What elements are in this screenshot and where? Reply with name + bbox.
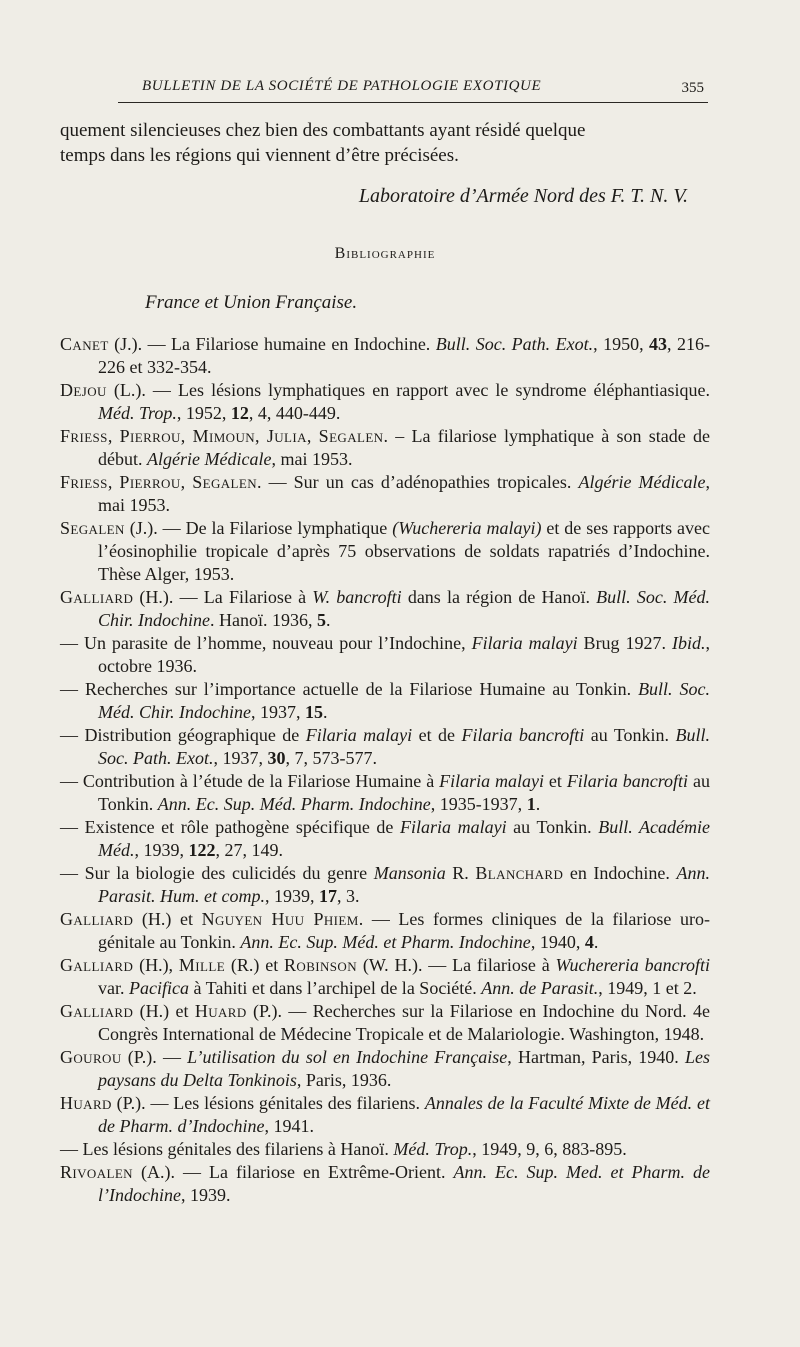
entry-text: — Distribution géographique de <box>60 725 306 745</box>
bibliography-heading: Bibliographie <box>334 245 436 262</box>
bibliography-entry <box>60 862 710 908</box>
species-name: Filaria malayi <box>400 817 507 837</box>
journal-title: Bull. Soc. Méd. Chir. Indochine <box>98 587 711 630</box>
journal-title: Bull. Soc. Path. Exot. <box>98 725 710 768</box>
entry-text: — Les lésions génitales des filariens à Hanoï. <box>60 1139 394 1159</box>
journal-title: Bull. Soc. Path. Exot. <box>435 334 594 354</box>
entry-text: — Sur la biologie des culicidés du genre <box>60 863 374 883</box>
volume-number: 43 <box>649 334 668 354</box>
entry-text: , mai 1953. <box>271 449 353 469</box>
bibliography-entry <box>60 724 710 770</box>
bibliography-entry <box>60 1046 710 1092</box>
bibliography-list <box>60 333 710 1207</box>
entry-text: et de <box>412 725 462 745</box>
entry-text: , 1939, <box>264 886 319 906</box>
entry-text: — Recherches sur l’importance actuelle de la Filariose Humaine au Tonkin. <box>60 679 639 699</box>
journal-title: Ann. de Parasit. <box>481 978 599 998</box>
entry-text: , 1939, <box>134 840 189 860</box>
journal-title: Ann. Ec. Sup. Méd. et Pharm. Indochine <box>240 932 531 952</box>
entry-text: , 4, 440-449. <box>248 403 341 423</box>
entry-text: . – La filariose lymphatique à son stade de début. <box>98 426 711 469</box>
entry-text: , <box>306 426 319 446</box>
entry-text: (A.). — La filariose en Extrême-Orient. <box>132 1162 454 1182</box>
author-name: Pierrou <box>119 426 181 446</box>
entry-text: , <box>107 426 120 446</box>
running-title: BULLETIN DE LA SOCIÉTÉ DE PATHOLOGIE EXOTIQUE <box>142 78 542 94</box>
entry-text: , <box>180 426 193 446</box>
entry-text: . <box>326 610 331 630</box>
author-name: Galliard <box>60 1001 134 1021</box>
entry-text: (P.). — Les lésions génitales des filariens. <box>111 1093 425 1113</box>
entry-text: — Existence et rôle pathogène spécifique de <box>60 817 400 837</box>
entry-text: dans la région de Hanoï. <box>401 587 597 607</box>
species-name: W. bancrofti <box>312 587 402 607</box>
entry-text: , Hartman, Paris, 1940. <box>507 1047 685 1067</box>
bibliography-entry <box>60 770 710 816</box>
entry-text: , 7, 573-577. <box>285 748 377 768</box>
entry-text: au Tonkin. <box>98 771 710 814</box>
bibliography-entry <box>60 816 710 862</box>
entry-text: (H.). — La Filariose à <box>133 587 313 607</box>
entry-text: au Tonkin. <box>584 725 676 745</box>
bibliography-entry <box>60 379 710 425</box>
author-name: Julia <box>266 426 307 446</box>
entry-text: , 1935-1937, <box>430 794 527 814</box>
bibliography-entry <box>60 954 710 1000</box>
author-name: Friess <box>60 426 108 446</box>
volume-number: 12 <box>230 403 249 423</box>
author-name: Galliard <box>60 909 134 929</box>
bibliography-entry <box>60 908 710 954</box>
bibliography-entry <box>60 586 710 632</box>
entry-text: , octobre 1936. <box>98 633 710 676</box>
species-name: Filaria bancrofti <box>461 725 585 745</box>
species-name: Filaria bancrofti <box>566 771 689 791</box>
volume-number: 30 <box>267 748 286 768</box>
laboratory-signature: Laboratoire d’Armée Nord des F. T. N. V. <box>358 185 688 207</box>
journal-title: Algérie Médicale <box>147 449 272 469</box>
author-name: Robinson <box>284 955 358 975</box>
entry-text: , 1949, 9, 6, 883-895. <box>472 1139 627 1159</box>
author-name: Dejou <box>60 380 107 400</box>
entry-text: Brug 1927. <box>577 633 672 653</box>
bibliography-entry <box>60 517 710 586</box>
entry-text: en Indochine. <box>563 863 677 883</box>
journal-title: Annales de la Faculté Mixte de Méd. et de Pharm. d’Indochine <box>98 1093 710 1136</box>
author-name: Mimoun <box>192 426 256 446</box>
author-name: Segalen <box>318 426 384 446</box>
journal-title: Méd. Trop. <box>98 403 177 423</box>
entry-text: . <box>593 932 599 952</box>
journal-title: Bull. Soc. Méd. Chir. Indochine <box>98 679 710 722</box>
entry-text: — Contribution à l’étude de la Filariose Humaine à <box>60 771 440 791</box>
entry-text: (H.), <box>133 955 179 975</box>
journal-title: Bull. Académie Méd. <box>98 817 711 860</box>
journal-title: Ann. Parasit. Hum. et comp. <box>98 863 710 906</box>
species-name: (Wuchereria malayi) <box>392 518 542 538</box>
entry-text: , Paris, 1936. <box>296 1070 392 1090</box>
author-name: Segalen <box>192 472 258 492</box>
species-name: Mansonia <box>373 863 446 883</box>
entry-text: (P.). — <box>121 1047 188 1067</box>
bibliography-entry <box>60 1138 710 1161</box>
volume-number: 1 <box>526 794 536 814</box>
species-name: Wuchereria bancrofti <box>555 955 711 975</box>
author-name: Galliard <box>60 955 134 975</box>
author-name: Rivoalen <box>60 1162 133 1182</box>
author-name: Gourou <box>60 1047 122 1067</box>
volume-number: 122 <box>188 840 216 860</box>
author-name: Nguyen Huu Phiem <box>201 909 359 929</box>
species-name: Pacifica <box>129 978 189 998</box>
entry-text: — Un parasite de l’homme, nouveau pour l’Indochine, <box>60 633 472 653</box>
page-number: 355 <box>681 80 704 96</box>
entry-text: , 1941. <box>264 1116 314 1136</box>
author-name: Galliard <box>60 587 134 607</box>
journal-title: Ann. Ec. Sup. Med. et Pharm. de l’Indochine <box>98 1162 710 1205</box>
bibliography-entry <box>60 1092 710 1138</box>
entry-text: (L.). — Les lésions lymphatiques en rapport avec le syndrome éléphantiasique. <box>106 380 710 400</box>
journal-title: Ibid. <box>672 633 706 653</box>
entry-text: , 27, 149. <box>215 840 283 860</box>
entry-text: à Tahiti et dans l’archipel de la Société. <box>188 978 482 998</box>
body-text <box>60 118 710 1207</box>
author-name: Pierrou <box>119 472 181 492</box>
volume-number: 5 <box>317 610 326 630</box>
bibliography-entry <box>60 1000 710 1046</box>
entry-text: . <box>535 794 541 814</box>
species-name: Filaria malayi <box>471 633 578 653</box>
volume-number: 4 <box>584 932 594 952</box>
entry-text: (H.) et <box>133 909 202 929</box>
entry-text: , 1937, <box>213 748 268 768</box>
entry-text: (P.). — Recherches sur la Filariose en Indochine du Nord. 4e Congrès International de Médecine Tropicale et de Malariologie. Washington, 1948. <box>98 1001 710 1044</box>
entry-text: R. <box>445 863 476 883</box>
author-name: Segalen <box>60 518 125 538</box>
entry-text: , 1939. <box>180 1185 231 1205</box>
entry-text: (H.) et <box>133 1001 195 1021</box>
author-name: Huard <box>194 1001 247 1021</box>
entry-text: , 1940, <box>530 932 585 952</box>
entry-text: . — Les formes cliniques de la filariose uro-génitale au Tonkin. <box>98 909 710 952</box>
entry-text: , 1950, <box>593 334 650 354</box>
bibliography-entry <box>60 1161 710 1207</box>
section-heading: France et Union Française. <box>145 292 358 313</box>
entry-text: , 1949, 1 et 2. <box>598 978 697 998</box>
journal-title: Ann. Ec. Sup. Méd. Pharm. Indochine <box>157 794 431 814</box>
volume-number: 17 <box>318 886 337 906</box>
author-name: Huard <box>60 1093 112 1113</box>
author-name: Friess <box>60 472 108 492</box>
journal-title: Méd. Trop. <box>393 1139 473 1159</box>
species-name: Filaria malayi <box>439 771 544 791</box>
entry-text: et <box>544 771 567 791</box>
entry-text: , <box>107 472 120 492</box>
journal-title: Algérie Médicale <box>578 472 706 492</box>
entry-text: et de ses rapports avec l’éosinophilie tropicale d’après 75 observations de soldats rapatriés d’Indochine. Thèse Alger, 1953. <box>98 518 710 584</box>
entry-text: , 1952, <box>176 403 231 423</box>
bibliography-entry <box>60 471 710 517</box>
entry-text: , 216-226 et 332-354. <box>98 334 711 377</box>
species-name: Filaria malayi <box>305 725 413 745</box>
entry-text: (W. H.). — La filariose à <box>357 955 556 975</box>
book-title: L’utilisation du sol en Indochine Française <box>187 1047 508 1067</box>
author-name: Canet <box>60 334 109 354</box>
entry-text: , <box>180 472 193 492</box>
bibliography-entry <box>60 333 710 379</box>
bibliography-entry <box>60 632 710 678</box>
bibliography-entry <box>60 425 710 471</box>
entry-text: (J.). — De la Filariose lymphatique <box>124 518 393 538</box>
entry-text: . Hanoï. 1936, <box>210 610 317 630</box>
entry-text: , <box>255 426 267 446</box>
entry-text: . — Sur un cas d’adénopathies tropicales. <box>257 472 579 492</box>
entry-text: , mai 1953. <box>98 472 711 515</box>
intro-paragraph <box>60 118 710 168</box>
entry-text: au Tonkin. <box>506 817 599 837</box>
book-title: Les paysans du Delta Tonkinois <box>98 1047 710 1090</box>
volume-number: 15 <box>304 702 323 722</box>
entry-text: (R.) et <box>225 955 285 975</box>
intro-line: quement silencieuses chez bien des combattants ayant résidé quelque <box>60 120 586 141</box>
entry-text: (J.). — La Filariose humaine en Indochine. <box>108 334 436 354</box>
author-name: Mille <box>178 955 226 975</box>
entry-text: , 1937, <box>250 702 305 722</box>
entry-text: var. <box>98 978 129 998</box>
intro-line: temps dans les régions qui viennent d’être précisées. <box>60 145 459 166</box>
author-name: Blanchard <box>475 863 564 883</box>
bibliography-entry <box>60 678 710 724</box>
entry-text: . <box>322 702 328 722</box>
entry-text: , 3. <box>336 886 360 906</box>
page-header <box>118 74 708 103</box>
